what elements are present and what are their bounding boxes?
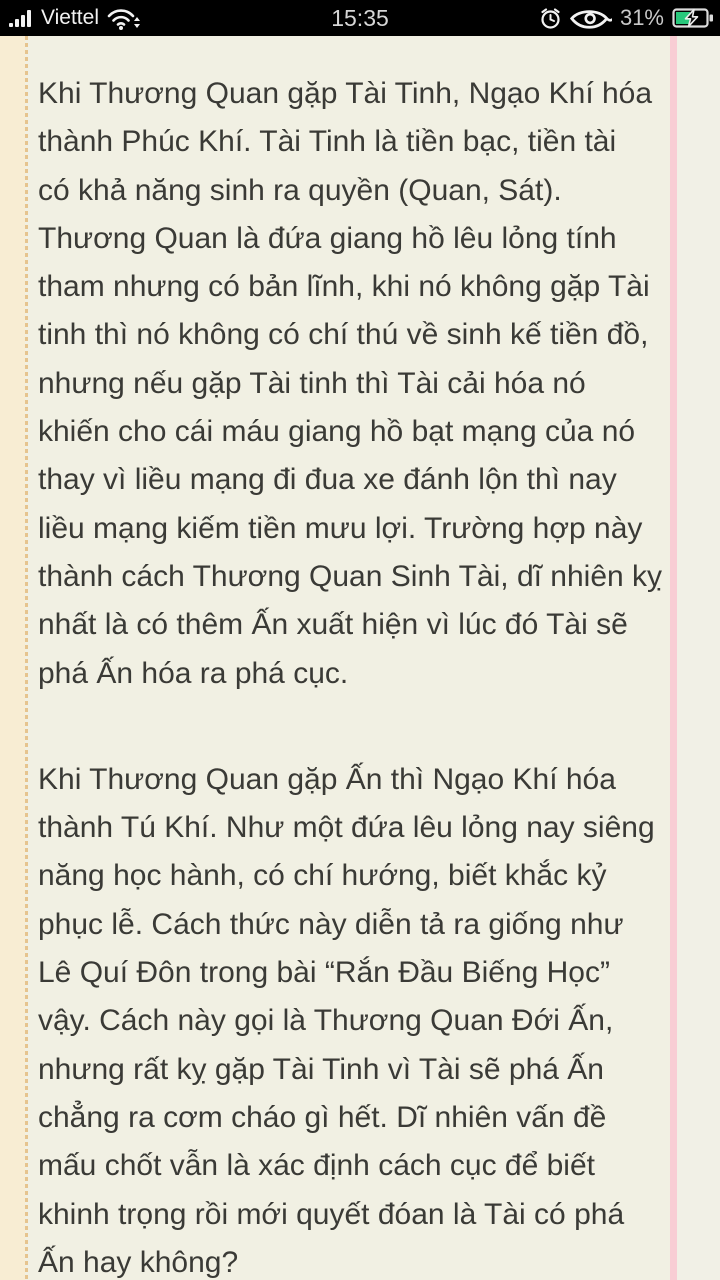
text-line: nhưng nếu gặp Tài tinh thì Tài cải hóa nó — [38, 366, 586, 400]
text-line: tham nhưng có bản lĩnh, khi nó không gặp Tài — [38, 270, 650, 304]
text-line: năng học hành, có chí hướng, biết khắc kỷ — [38, 859, 607, 893]
status-bar-left — [8, 0, 142, 36]
paragraph-2 — [38, 756, 670, 1280]
text-line: phục lễ. Cách thức này diễn tả ra giống như — [38, 907, 624, 941]
paragraph-1 — [38, 70, 670, 698]
time-label: 15:35 — [331, 4, 389, 31]
wifi-icon — [106, 5, 142, 31]
battery-charging-icon — [672, 7, 714, 29]
text-line: phá Ấn hóa ra phá cục. — [38, 656, 349, 690]
text-line: thành Phúc Khí. Tài Tinh là tiền bạc, tiền tài — [38, 125, 617, 159]
status-bar-right — [539, 0, 714, 36]
text-line: liều mạng kiếm tiền mưu lợi. Trường hợp này — [38, 511, 643, 545]
text-line: thành Tú Khí. Như một đứa lêu lỏng nay siêng — [38, 811, 655, 845]
reader-page[interactable] — [0, 36, 720, 1280]
page-stitch-line — [25, 36, 28, 1280]
text-line: tinh thì nó không có chí thú về sinh kế tiền đồ, — [38, 318, 649, 352]
page-right-edge — [677, 36, 720, 1280]
status-bar — [0, 0, 720, 36]
text-line: chẳng ra cơm cháo gì hết. Dĩ nhiên vấn đề — [38, 1100, 607, 1134]
eye-icon — [570, 6, 612, 31]
text-line: nhất là có thêm Ấn xuất hiện vì lúc đó Tài sẽ — [38, 608, 628, 642]
carrier-label: Viettel — [41, 6, 99, 29]
text-line: khiến cho cái máu giang hồ bạt mạng của nó — [38, 415, 636, 449]
text-line: Lê Quí Đôn trong bài “Rắn Đầu Biếng Học” — [38, 956, 610, 990]
page-edge-line — [670, 36, 677, 1280]
text-line: vậy. Cách này gọi là Thương Quan Đới Ấn, — [38, 1004, 614, 1038]
battery-percent-label: 31% — [619, 5, 664, 30]
alarm-icon — [539, 7, 562, 30]
text-line: thay vì liều mạng đi đua xe đánh lộn thì nay — [38, 463, 617, 497]
text-line: nhưng rất kỵ gặp Tài Tinh vì Tài sẽ phá Ấn — [38, 1052, 604, 1086]
signal-strength-icon — [8, 8, 34, 28]
text-line: Khi Thương Quan gặp Tài Tinh, Ngạo Khí hóa — [38, 77, 653, 110]
page-left-margin — [0, 36, 25, 1280]
text-line: mấu chốt vẫn là xác định cách cục để biết — [38, 1149, 595, 1183]
text-line: Ấn hay không? — [38, 1245, 239, 1279]
book-text — [38, 70, 670, 1280]
text-line: Thương Quan là đứa giang hồ lêu lỏng tính — [38, 221, 617, 255]
text-line: Khi Thương Quan gặp Ấn thì Ngạo Khí hóa — [38, 762, 616, 796]
text-line: có khả năng sinh ra quyền (Quan, Sát). — [38, 173, 562, 207]
text-line: thành cách Thương Quan Sinh Tài, dĩ nhiên kỵ — [38, 559, 663, 593]
text-line: khinh trọng rồi mới quyết đóan là Tài có phá — [38, 1197, 625, 1231]
